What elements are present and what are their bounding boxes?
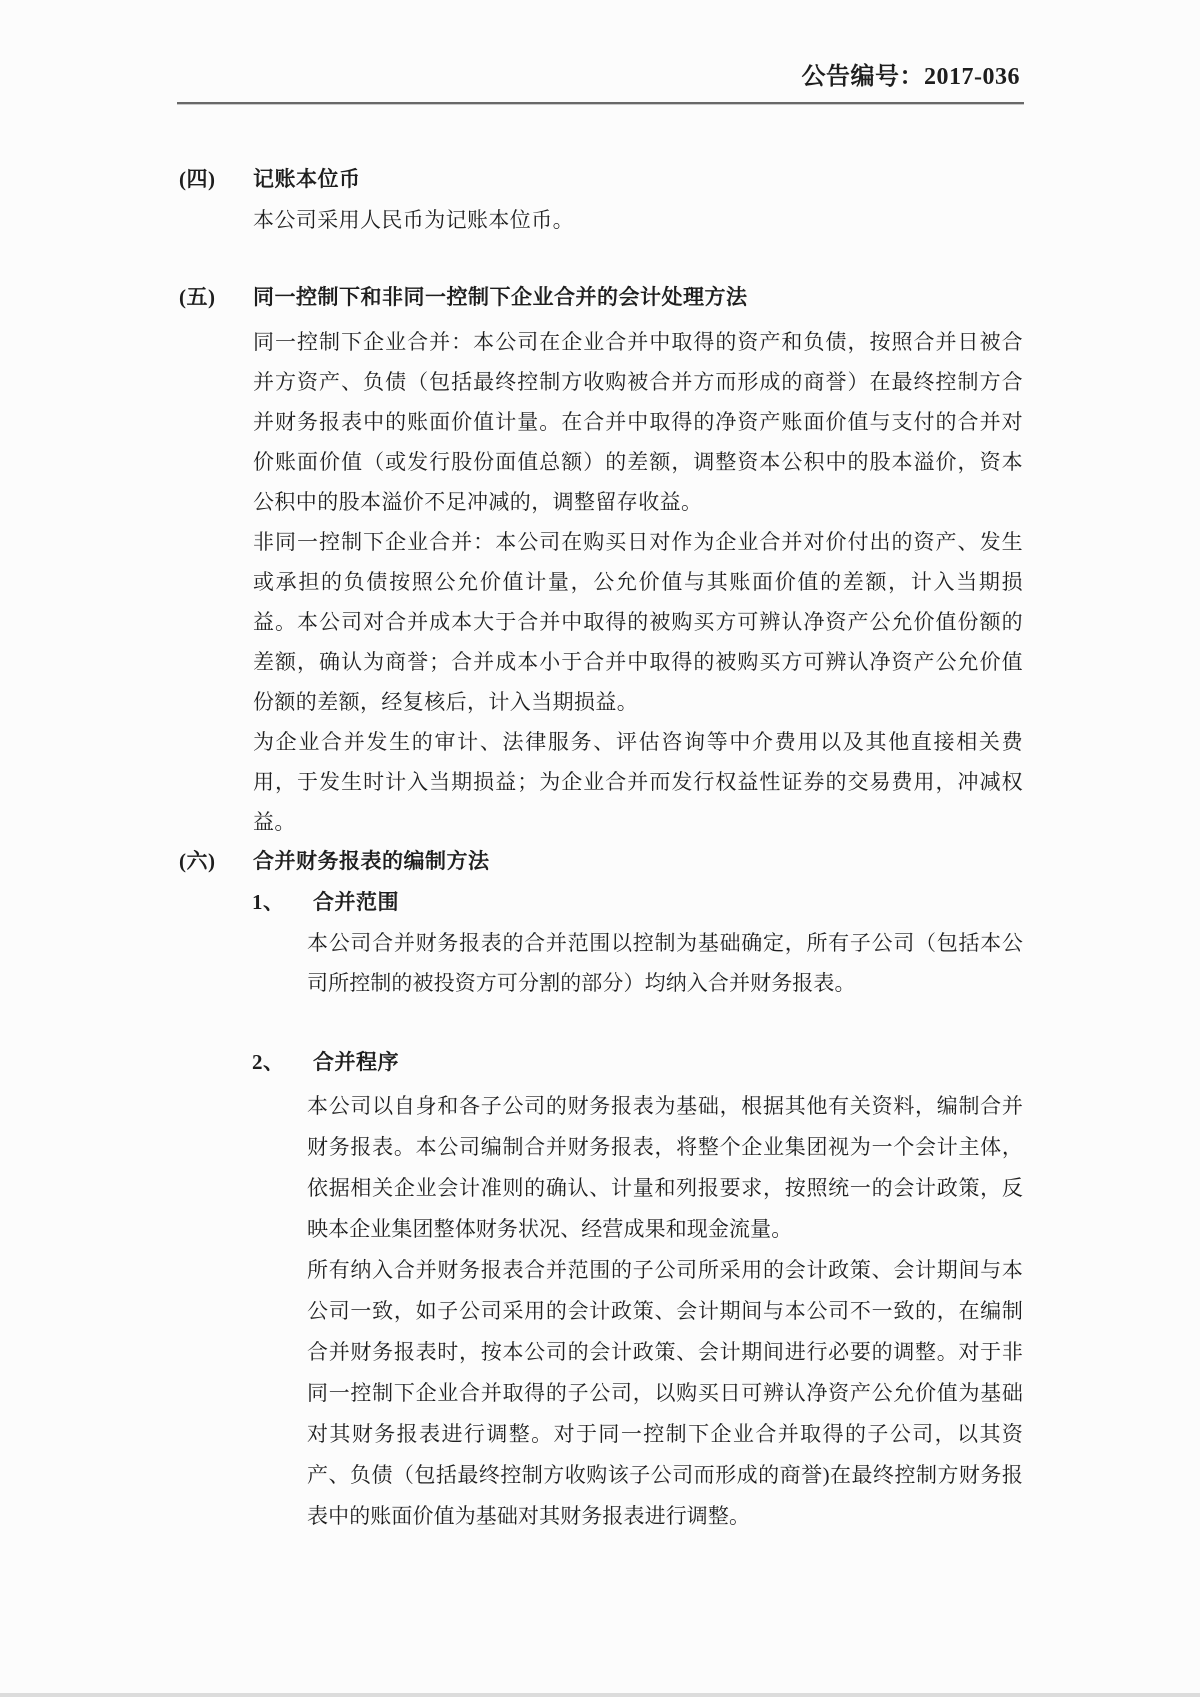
paragraph: 本公司合并财务报表的合并范围以控制为基础确定，所有子公司（包括本公司所控制的被投资方可分割的部分）均纳入合并财务报表。 — [307, 931, 1023, 995]
section-5-heading — [179, 281, 748, 311]
section-5-title: 同一控制下和非同一控制下企业合并的会计处理方法 — [253, 285, 748, 309]
subsection-1-title: 合并范围 — [313, 890, 399, 914]
subsection-2-heading — [252, 1046, 399, 1076]
header-rule — [177, 102, 1024, 104]
section-5-body — [253, 322, 1023, 842]
section-6-label: (六) — [179, 849, 216, 873]
subsection-1-body — [307, 923, 1023, 1003]
section-6-title: 合并财务报表的编制方法 — [253, 849, 490, 873]
paragraph: 为企业合并发生的审计、法律服务、评估咨询等中介费用以及其他直接相关费用，于发生时计入当期损益；为企业合并而发行权益性证券的交易费用，冲减权益。 — [253, 730, 1023, 834]
section-4-label: (四) — [179, 167, 216, 191]
subsection-1-number: 1、 — [252, 890, 285, 914]
section-4-title: 记账本位币 — [253, 167, 361, 191]
section-5-label: (五) — [179, 285, 216, 309]
subsection-2-title: 合并程序 — [313, 1050, 399, 1074]
subsection-2-number: 2、 — [252, 1050, 285, 1074]
section-4-body — [253, 200, 1023, 240]
section-6-heading — [179, 845, 490, 875]
subsection-1-heading — [252, 886, 399, 916]
paragraph: 本公司以自身和各子公司的财务报表为基础，根据其他有关资料，编制合并财务报表。本公司编制合并财务报表，将整个企业集团视为一个会计主体，依据相关企业会计准则的确认、计量和列报要求，按照统一的会计政策，反映本企业集团整体财务状况、经营成果和现金流量。 — [307, 1094, 1023, 1241]
paragraph: 非同一控制下企业合并：本公司在购买日对作为企业合并对价付出的资产、发生或承担的负债按照公允价值计量，公允价值与其账面价值的差额，计入当期损益。本公司对合并成本大于合并中取得的被购买方可辨认净资产公允价值份额的差额，确认为商誉；合并成本小于合并中取得的被购买方可辨认净资产公允价值份额的差额，经复核后，计入当期损益。 — [253, 530, 1023, 714]
announcement-number: 公告编号：2017-036 — [801, 64, 1020, 90]
scan-bottom-edge — [0, 1693, 1200, 1697]
subsection-2-body — [307, 1086, 1023, 1537]
paragraph: 同一控制下企业合并：本公司在企业合并中取得的资产和负债，按照合并日被合并方资产、负债（包括最终控制方收购被合并方而形成的商誉）在最终控制方合并财务报表中的账面价值计量。在合并中取得的净资产账面价值与支付的合并对价账面价值（或发行股份面值总额）的差额，调整资本公积中的股本溢价，资本公积中的股本溢价不足冲减的，调整留存收益。 — [253, 330, 1023, 514]
section-4-heading — [179, 163, 361, 193]
paragraph: 所有纳入合并财务报表合并范围的子公司所采用的会计政策、会计期间与本公司一致，如子公司采用的会计政策、会计期间与本公司不一致的，在编制合并财务报表时，按本公司的会计政策、会计期间进行必要的调整。对于非同一控制下企业合并取得的子公司，以购买日可辨认净资产公允价值为基础对其财务报表进行调整。对于同一控制下企业合并取得的子公司，以其资产、负债（包括最终控制方收购该子公司而形成的商誉)在最终控制方财务报表中的账面价值为基础对其财务报表进行调整。 — [307, 1258, 1023, 1528]
paragraph: 本公司采用人民币为记账本位币。 — [253, 208, 574, 232]
